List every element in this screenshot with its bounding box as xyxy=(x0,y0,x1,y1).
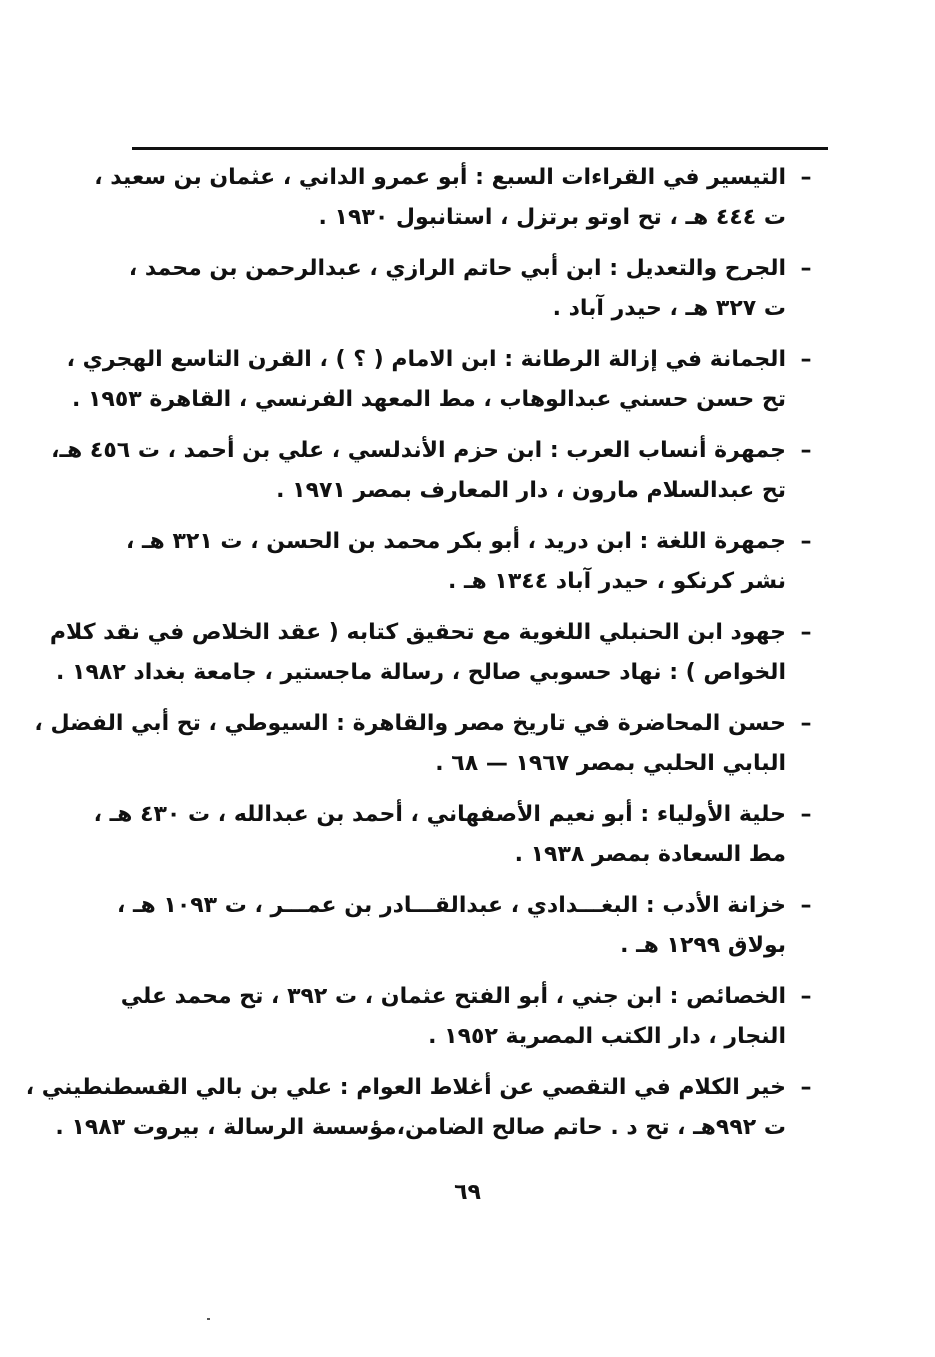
entry-line-1: جمهرة أنساب العرب : ابن حزم الأندلسي ، علي بن أحمد ، ت ٤٥٦ هـ، xyxy=(51,438,786,463)
bibliography-entry xyxy=(94,158,820,249)
entry-dash: – xyxy=(800,893,812,918)
entry-line-2: ت ٩٩٢هـ ، تح د . حاتم صالح الضامن،مؤسسة الرسالة ، بيروت ١٩٨٣ . xyxy=(55,1115,786,1140)
entry-line-2: تح عبدالسلام مارون ، دار المعارف بمصر ١٩٧١ . xyxy=(276,478,786,503)
entry-dash: – xyxy=(800,620,812,645)
entry-dash: – xyxy=(800,1075,812,1100)
entry-dash: – xyxy=(800,165,812,190)
bibliography-entry xyxy=(116,886,820,977)
entry-dash: – xyxy=(800,347,812,372)
entry-line-2: نشر كرنكو ، حيدر آباد ١٣٤٤ هـ . xyxy=(447,569,786,594)
entry-line-2: الخواص ) : نهاد حسوبي صالح ، رسالة ماجستير ، جامعة بغداد ١٩٨٢ . xyxy=(56,660,786,685)
entry-dash: – xyxy=(800,711,812,736)
entry-line-1: حلية الأولياء : أبو نعيم الأصفهاني ، أحمد بن عبدالله ، ت ٤٣٠ هـ ، xyxy=(93,802,786,827)
bibliography-entry xyxy=(66,340,820,431)
entry-line-1: خير الكلام في التقصي عن أغلاط العوام : علي بن بالي القسطنطيني ، xyxy=(25,1075,786,1100)
bibliography-entry xyxy=(34,704,820,795)
bibliography-entry xyxy=(128,249,820,340)
entry-line-2: ت ٤٤٤ هـ ، تح اوتو برتزل ، استانبول ١٩٣٠ . xyxy=(318,205,786,230)
entry-line-1: جهود ابن الحنبلي اللغوية مع تحقيق كتابه ( عقد الخلاص في نقد كلام xyxy=(49,620,786,645)
bibliography-entry xyxy=(51,431,820,522)
entry-dash: – xyxy=(800,438,812,463)
entry-dash: – xyxy=(800,984,812,1009)
entry-line-1: حسن المحاضرة في تاريخ مصر والقاهرة : السيوطي ، تح أبي الفضل ، xyxy=(34,711,786,736)
entry-dash: – xyxy=(800,802,812,827)
bibliography-entry xyxy=(126,522,820,613)
bibliography-list xyxy=(25,158,820,1159)
header-rule xyxy=(132,147,828,150)
entry-line-2: النجار ، دار الكتب المصرية ١٩٥٢ . xyxy=(428,1024,786,1049)
entry-line-1: جمهرة اللغة : ابن دريد ، أبو بكر محمد بن الحسن ، ت ٣٢١ هـ ، xyxy=(126,529,786,554)
bibliography-entry xyxy=(49,613,820,704)
page-number: ٦٩ xyxy=(454,1180,481,1205)
entry-line-2: تح حسن حسني عبدالوهاب ، مط المعهد الفرنسي ، القاهرة ١٩٥٣ . xyxy=(71,387,786,412)
entry-line-2: مط السعادة بمصر ١٩٣٨ . xyxy=(514,842,786,867)
entry-line-1: الجمانة في إزالة الرطانة : ابن الامام ( ؟ ) ، القرن التاسع الهجري ، xyxy=(66,347,786,372)
entry-line-1: التيسير في القراءات السبع : أبو عمرو الداني ، عثمان بن سعيد ، xyxy=(94,165,786,190)
bibliography-entry xyxy=(93,795,820,886)
entry-dash: – xyxy=(800,256,812,281)
entry-line-2: بولاق ١٢٩٩ هـ . xyxy=(620,933,786,958)
entry-line-1: الخصائص : ابن جني ، أبو الفتح عثمان ، ت ٣٩٢ ، تح محمد علي xyxy=(120,984,786,1009)
entry-line-2: ت ٣٢٧ هـ ، حيدر آباد . xyxy=(552,296,786,321)
bibliography-entry xyxy=(25,1068,820,1159)
entry-line-2: البابي الحلبي بمصر ١٩٦٧ — ٦٨ . xyxy=(435,751,786,776)
scan-speck xyxy=(207,1318,210,1320)
entry-line-1: الجرح والتعديل : ابن أبي حاتم الرازي ، عبدالرحمن بن محمد ، xyxy=(128,256,786,281)
entry-line-1: خزانة الأدب : البغـــدادي ، عبدالقـــادر بن عمـــر ، ت ١٠٩٣ هـ ، xyxy=(116,893,786,918)
entry-dash: – xyxy=(800,529,812,554)
bibliography-entry xyxy=(120,977,820,1068)
